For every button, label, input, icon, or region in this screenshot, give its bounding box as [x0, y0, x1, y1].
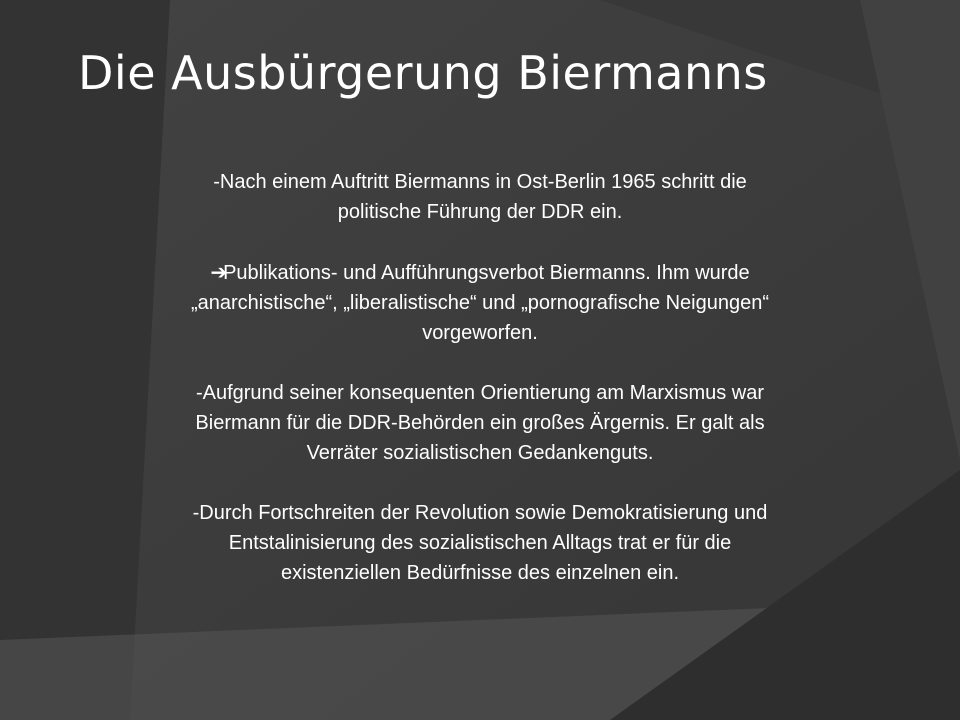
paragraph-1 [60, 167, 900, 227]
slide-title: Die Ausbürgerung Biermanns [78, 46, 768, 100]
paragraph-1-line-1: -Nach einem Auftritt Biermanns in Ost-Berlin 1965 schritt die [213, 171, 747, 193]
paragraph-3 [60, 378, 900, 468]
paragraph-4-line-3: existenziellen Bedürfnisse des einzelnen ein. [280, 562, 680, 584]
paragraph-1-line-2: politische Führung der DDR ein. [337, 201, 623, 223]
paragraph-4-line-1: -Durch Fortschreiten der Revolution sowie Demokratisierung und [192, 502, 768, 524]
paragraph-4 [60, 498, 900, 588]
paragraph-2-line-1: Publikations- und Aufführungsverbot Biermanns. Ihm wurde [223, 262, 750, 284]
paragraph-3-line-2: Biermann für die DDR-Behörden ein großes Ärgernis. Er galt als [195, 412, 765, 434]
slide-body [60, 167, 900, 588]
paragraph-4-line-2: Entstalinisierung des sozialistischen Alltags trat er für die [228, 532, 732, 554]
paragraph-3-line-3: Verräter sozialistischen Gedankenguts. [306, 442, 654, 464]
paragraph-2 [60, 257, 900, 348]
paragraph-3-line-1: -Aufgrund seiner konsequenten Orientierung am Marxismus war [195, 382, 765, 404]
arrow-right-icon: ➔ [210, 260, 228, 284]
paragraph-2-line-2: „anarchistische“, „liberalistische“ und „pornografische Neigungen“ [190, 292, 770, 314]
paragraph-2-line-3: vorgeworfen. [422, 322, 538, 344]
